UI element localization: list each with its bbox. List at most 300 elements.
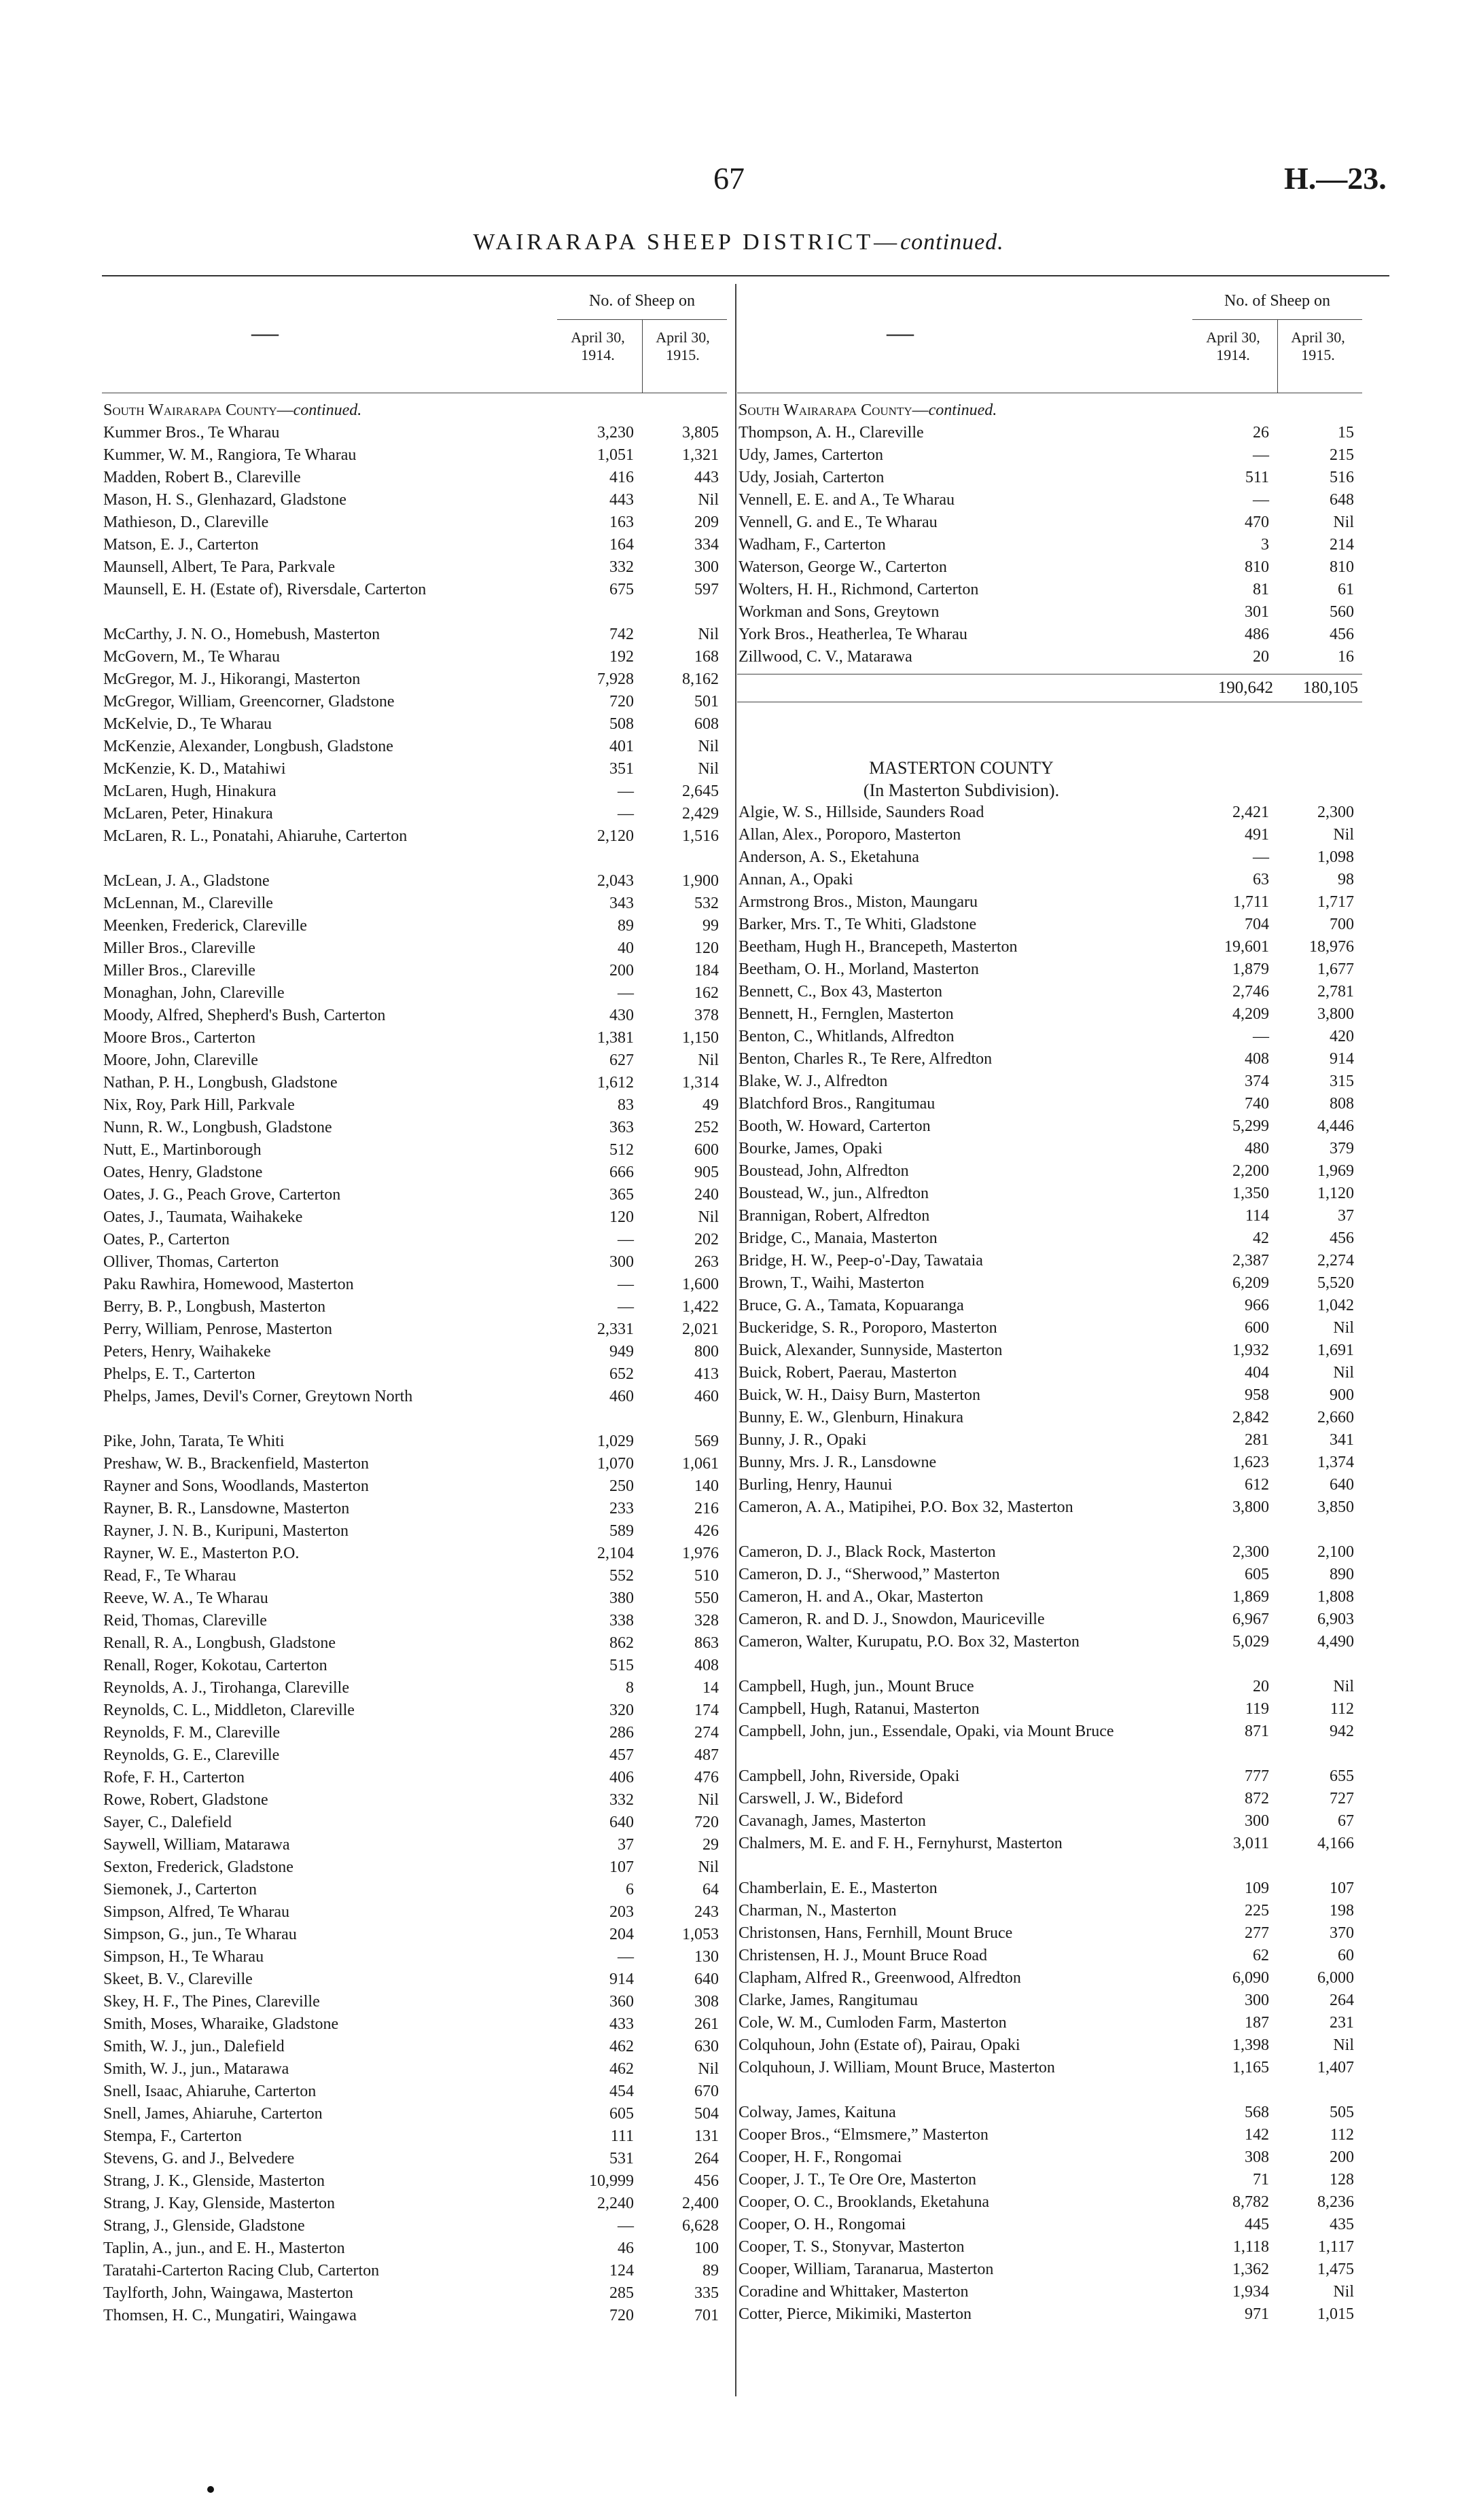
- table-row: [737, 511, 1362, 534]
- sheep-1914: 2,842: [1232, 1409, 1269, 1426]
- table-row: [737, 2102, 1362, 2124]
- table-row: [102, 1005, 727, 1027]
- sheep-1914: 871: [1245, 1723, 1269, 1740]
- sheep-1914: 2,104: [597, 1545, 634, 1562]
- sheep-1914: 872: [1245, 1790, 1269, 1807]
- table-row: [737, 1765, 1362, 1788]
- sheep-1914: 2,421: [1232, 804, 1269, 821]
- sheep-1914: 443: [609, 491, 634, 509]
- sheep-1915: 800: [694, 1343, 719, 1361]
- sheep-1915: 15: [1338, 424, 1354, 442]
- table-row: [102, 1655, 727, 1677]
- owner-name: Sexton, Frederick, Gladstone: [103, 1858, 293, 1876]
- sheep-1914: 971: [1245, 2305, 1269, 2323]
- table-row: [102, 736, 727, 758]
- sheep-1914: 1,051: [597, 446, 634, 464]
- sheep-1914: 142: [1245, 2126, 1269, 2144]
- owner-name: Cameron, R. and D. J., Snowdon, Mauriceville: [738, 1610, 1045, 1628]
- owner-name: Sayer, C., Dalefield: [103, 1814, 232, 1831]
- table-row: [102, 2058, 727, 2081]
- owner-name: Udy, Josiah, Carterton: [738, 469, 885, 486]
- sheep-1915: 112: [1330, 1700, 1354, 1718]
- sheep-1915: 2,021: [682, 1320, 719, 1338]
- table-row: [737, 1900, 1362, 1922]
- sheep-1914: 742: [609, 626, 634, 643]
- owner-name: Cotter, Pierce, Mikimiki, Masterton: [738, 2305, 972, 2323]
- sheep-1914: 1,623: [1232, 1454, 1269, 1471]
- print-dot: [207, 2486, 214, 2493]
- sheep-1914: 380: [609, 1589, 634, 1607]
- sheep-1915: Nil: [1333, 826, 1354, 844]
- owner-name: Reid, Thomas, Clareville: [103, 1612, 267, 1630]
- table-row: [737, 1048, 1362, 1070]
- sheep-1915: 140: [694, 1477, 719, 1495]
- sheep-1914: 120: [609, 1208, 634, 1226]
- owner-name: Campbell, Hugh, Ratanui, Masterton: [738, 1700, 980, 1718]
- sheep-1914: 124: [609, 2262, 634, 2280]
- table-row: [102, 1565, 727, 1587]
- table-row: [737, 1922, 1362, 1945]
- column-divider: [735, 284, 736, 2396]
- owner-name: Smith, W. J., jun., Matarawa: [103, 2060, 289, 2078]
- sheep-1915: 263: [694, 1253, 719, 1271]
- table-row: [102, 624, 727, 646]
- sheep-1914: —: [1253, 848, 1269, 866]
- owner-name: Wolters, H. H., Richmond, Carterton: [738, 581, 979, 598]
- sheep-1914: 777: [1245, 1767, 1269, 1785]
- table-row: [102, 1632, 727, 1655]
- sheep-1915: 49: [702, 1096, 719, 1114]
- table-row: [737, 1676, 1362, 1698]
- owner-name: Pike, John, Tarata, Te Whiti: [103, 1433, 285, 1450]
- sheep-1915: 29: [702, 1836, 719, 1854]
- sheep-1915: Nil: [698, 491, 719, 509]
- table-row: [102, 2170, 727, 2193]
- sheep-1915: 308: [694, 1993, 719, 2011]
- table-row: [102, 1251, 727, 1274]
- table-row: [737, 601, 1362, 624]
- sheep-1914: 363: [609, 1119, 634, 1136]
- sheep-1915: Nil: [1333, 2283, 1354, 2301]
- table-row: [737, 1564, 1362, 1586]
- sheep-1914: 332: [609, 1791, 634, 1809]
- sheep-1914: 404: [1245, 1364, 1269, 1382]
- owner-name: Taylforth, John, Waingawa, Masterton: [103, 2284, 353, 2302]
- section-heading: South Wairarapa County—continued.: [103, 401, 362, 419]
- table-row: [102, 2125, 727, 2148]
- table-row: [737, 1160, 1362, 1183]
- sheep-1914: 300: [609, 1253, 634, 1271]
- owner-name: Simpson, H., Te Wharau: [103, 1948, 264, 1966]
- sheep-1914: 1,934: [1232, 2283, 1269, 2301]
- table-row: [102, 1341, 727, 1363]
- sheep-1914: 71: [1253, 2171, 1269, 2189]
- table-row: [102, 870, 727, 893]
- table-row: [737, 2236, 1362, 2258]
- owner-name: Thomsen, H. C., Mungatiri, Waingawa: [103, 2307, 357, 2324]
- table-row: [737, 1183, 1362, 1205]
- table-row: [102, 1296, 727, 1318]
- sheep-1914: 1,381: [597, 1029, 634, 1047]
- owner-name: Cooper, O. C., Brooklands, Eketahuna: [738, 2193, 989, 2211]
- left-column: [102, 284, 727, 2327]
- table-row: [102, 1520, 727, 1543]
- table-row: [737, 1452, 1362, 1474]
- total-1914: 190,642: [1217, 679, 1273, 697]
- owner-name: Bourke, James, Opaki: [738, 1140, 883, 1157]
- table-row: [102, 511, 727, 534]
- sheep-1914: 6: [626, 1881, 634, 1898]
- sheep-1914: 2,746: [1232, 983, 1269, 1001]
- owner-name: McLaren, Peter, Hinakura: [103, 805, 273, 823]
- table-row: [737, 802, 1362, 824]
- table-row: [102, 668, 727, 691]
- sheep-1914: 666: [609, 1164, 634, 1181]
- sheep-1914: 360: [609, 1993, 634, 2011]
- table-row: [102, 1274, 727, 1296]
- sheep-1915: 379: [1330, 1140, 1354, 1157]
- sheep-1914: —: [618, 984, 634, 1002]
- sheep-1915: 1,475: [1317, 2261, 1354, 2278]
- owner-name: Renall, R. A., Longbush, Gladstone: [103, 1634, 336, 1652]
- table-row: [737, 1026, 1362, 1048]
- table-row: [102, 489, 727, 511]
- county-subheading: (In Masterton Subdivision).: [863, 780, 1060, 800]
- sheep-1914: 914: [609, 1970, 634, 1988]
- owner-name: Vennell, E. E. and A., Te Wharau: [738, 491, 955, 509]
- table-row: [102, 556, 727, 579]
- sheep-1915: 655: [1330, 1767, 1354, 1785]
- owner-name: Reynolds, A. J., Tirohanga, Clareville: [103, 1679, 349, 1697]
- owner-name: Taratahi-Carterton Racing Club, Carterton: [103, 2262, 380, 2280]
- sheep-1914: 19,601: [1224, 938, 1269, 956]
- table-row: [737, 2258, 1362, 2281]
- sheep-1915: 560: [1330, 603, 1354, 621]
- table-row: [102, 2215, 727, 2237]
- owner-name: McLaren, R. L., Ponatahi, Ahiaruhe, Carterton: [103, 827, 408, 845]
- table-row: [102, 1498, 727, 1520]
- sheep-1915: 1,053: [682, 1926, 719, 1943]
- table-row: [737, 2124, 1362, 2146]
- owner-name: Reynolds, G. E., Clareville: [103, 1746, 280, 1764]
- sheep-1915: 162: [694, 984, 719, 1002]
- sheep-1914: 416: [609, 469, 634, 486]
- sheep-1915: 100: [694, 2239, 719, 2257]
- county-heading: MASTERTON COUNTY: [869, 758, 1054, 778]
- owner-name: Annan, A., Opaki: [738, 871, 853, 888]
- sheep-1915: 1,098: [1317, 848, 1354, 866]
- sheep-1915: Nil: [698, 2060, 719, 2078]
- sheep-1914: 277: [1245, 1924, 1269, 1942]
- owner-name: Saywell, William, Matarawa: [103, 1836, 290, 1854]
- sheep-1914: 300: [1245, 1992, 1269, 2009]
- owner-name: Benton, C., Whitlands, Alfredton: [738, 1028, 955, 1045]
- sheep-1914: —: [618, 1948, 634, 1966]
- table-row: [737, 1474, 1362, 1496]
- owner-name: Moody, Alfred, Shepherd's Bush, Carterton: [103, 1007, 386, 1024]
- sheep-1914: 568: [1245, 2104, 1269, 2121]
- col-1915-heading: April 30, 1915.: [1291, 329, 1345, 363]
- owner-name: McCarthy, J. N. O., Homebush, Masterton: [103, 626, 380, 643]
- sheep-1915: 1,407: [1317, 2059, 1354, 2076]
- sheep-1914: 675: [609, 581, 634, 598]
- owner-name: Oates, J., Taumata, Waihakeke: [103, 1208, 303, 1226]
- table-row: [102, 2282, 727, 2305]
- owner-name: Miller Bros., Clareville: [103, 939, 255, 957]
- owner-name: Cooper, O. H., Rongomai: [738, 2216, 906, 2233]
- sheep-1915: 252: [694, 1119, 719, 1136]
- sheep-1915: 640: [1330, 1476, 1354, 1494]
- owner-name: York Bros., Heatherlea, Te Wharau: [738, 626, 967, 643]
- sheep-1914: 1,118: [1232, 2238, 1269, 2256]
- no-of-sheep-heading: No. of Sheep on: [1224, 292, 1330, 310]
- sheep-1914: 3: [1261, 536, 1269, 554]
- owner-name: Bruce, G. A., Tamata, Kopuaranga: [738, 1297, 964, 1314]
- sheep-1914: —: [1253, 1028, 1269, 1045]
- sheep-1914: 462: [609, 2038, 634, 2055]
- table-row: [737, 2146, 1362, 2169]
- sheep-1915: Nil: [698, 1858, 719, 1876]
- table-row: [102, 1968, 727, 1991]
- sheep-1914: 2,240: [597, 2195, 634, 2212]
- owner-name: McLean, J. A., Gladstone: [103, 872, 270, 890]
- sheep-1915: 640: [694, 1970, 719, 1988]
- owner-name: Carswell, J. W., Bideford: [738, 1790, 903, 1807]
- owner-name: Maunsell, E. H. (Estate of), Riversdale, Carterton: [103, 581, 427, 598]
- table-row: [737, 846, 1362, 869]
- table-row: [102, 1386, 727, 1430]
- sheep-1915: 6,628: [682, 2217, 719, 2235]
- sheep-1914: 2,387: [1232, 1252, 1269, 1270]
- owner-name: Boustead, W., jun., Alfredton: [738, 1185, 929, 1202]
- sheep-1914: 200: [609, 962, 634, 979]
- table-row: [737, 1272, 1362, 1295]
- sheep-1915: 501: [694, 693, 719, 710]
- owner-name: Campbell, Hugh, jun., Mount Bruce: [738, 1678, 974, 1695]
- owner-name: Cooper, H. F., Rongomai: [738, 2148, 902, 2166]
- sheep-1915: 1,150: [682, 1029, 719, 1047]
- sheep-1915: 112: [1330, 2126, 1354, 2144]
- sheep-1914: 605: [1245, 1566, 1269, 1583]
- sheep-1915: 727: [1330, 1790, 1354, 1807]
- sheep-1914: 2,043: [597, 872, 634, 890]
- sheep-1915: 1,969: [1317, 1162, 1354, 1180]
- sheep-1914: 8: [626, 1679, 634, 1697]
- owner-name: Algie, W. S., Hillside, Saunders Road: [738, 804, 984, 821]
- table-row: [102, 1184, 727, 1206]
- sheep-1915: 378: [694, 1007, 719, 1024]
- owner-name: Paku Rawhira, Homewood, Masterton: [103, 1276, 354, 1293]
- owner-name: Taplin, A., jun., and E. H., Masterton: [103, 2239, 345, 2257]
- table-row: [102, 780, 727, 803]
- sheep-1914: 3,011: [1232, 1835, 1269, 1852]
- table-row: [737, 2057, 1362, 2102]
- sheep-1914: 20: [1253, 1678, 1269, 1695]
- owner-name: McKelvie, D., Te Wharau: [103, 715, 272, 733]
- sheep-1914: 192: [609, 648, 634, 666]
- sheep-1914: 531: [609, 2150, 634, 2167]
- table-row: [102, 1139, 727, 1162]
- sheep-1915: 37: [1338, 1207, 1354, 1225]
- col-1914-heading: April 30, 1914.: [571, 329, 625, 363]
- owner-name: Cameron, H. and A., Okar, Masterton: [738, 1588, 984, 1606]
- owner-name: Cameron, Walter, Kurupatu, P.O. Box 32, Masterton: [738, 1633, 1080, 1651]
- table-row: [737, 1362, 1362, 1384]
- owner-name: Nathan, P. H., Longbush, Gladstone: [103, 1074, 338, 1092]
- owner-name: Bridge, C., Manaia, Masterton: [738, 1229, 938, 1247]
- owner-name: McLaren, Hugh, Hinakura: [103, 782, 277, 800]
- owner-name: Workman and Sons, Greytown: [738, 603, 940, 621]
- right-table-header: [737, 284, 1362, 399]
- owner-name: Simpson, Alfred, Te Wharau: [103, 1903, 290, 1921]
- sheep-1915: 120: [694, 939, 719, 957]
- total-1915: 180,105: [1302, 679, 1358, 697]
- table-row: [102, 534, 727, 556]
- table-row: [102, 1162, 727, 1184]
- owner-name: Wadham, F., Carterton: [738, 536, 886, 554]
- sheep-1915: 504: [694, 2105, 719, 2123]
- owner-name: Coradine and Whittaker, Masterton: [738, 2283, 969, 2301]
- table-row: [737, 1833, 1362, 1877]
- sheep-1915: 1,120: [1317, 1185, 1354, 1202]
- owner-name: Phelps, James, Devil's Corner, Greytown North: [103, 1388, 413, 1405]
- sheep-1915: 315: [1330, 1073, 1354, 1090]
- sheep-1915: 261: [694, 2015, 719, 2033]
- header-dash: —: [251, 317, 279, 348]
- owner-name: Rayner, B. R., Lansdowne, Masterton: [103, 1500, 350, 1517]
- sheep-1915: 608: [694, 715, 719, 733]
- sheep-1915: 6,903: [1317, 1610, 1354, 1628]
- sheep-1915: 2,429: [682, 805, 719, 823]
- owner-name: Reeve, W. A., Te Wharau: [103, 1589, 268, 1607]
- sheep-1914: 89: [618, 917, 634, 935]
- table-row: [102, 915, 727, 937]
- owner-name: Miller Bros., Clareville: [103, 962, 255, 979]
- table-row: [102, 2013, 727, 2036]
- sheep-1915: 334: [694, 536, 719, 554]
- sheep-1914: 720: [609, 693, 634, 710]
- table-row: [102, 1072, 727, 1094]
- sheep-1915: 456: [1330, 626, 1354, 643]
- sheep-1915: 18,976: [1309, 938, 1354, 956]
- owner-name: Charman, N., Masterton: [738, 1902, 897, 1920]
- table-row: [102, 825, 727, 870]
- sheep-1915: Nil: [698, 738, 719, 755]
- sheep-1915: 202: [694, 1231, 719, 1248]
- table-row: [737, 1496, 1362, 1541]
- sheep-1914: 4,209: [1232, 1005, 1269, 1023]
- sheep-1915: Nil: [1333, 514, 1354, 531]
- owner-name: Blatchford Bros., Rangitumau: [738, 1095, 936, 1113]
- sheep-1914: 512: [609, 1141, 634, 1159]
- section-spacer: [737, 702, 1362, 757]
- sheep-1915: 890: [1330, 1566, 1354, 1583]
- sheep-1914: 652: [609, 1365, 634, 1383]
- table-row: [737, 1788, 1362, 1810]
- sheep-1914: 457: [609, 1746, 634, 1764]
- owner-name: Cooper, J. T., Te Ore Ore, Masterton: [738, 2171, 976, 2189]
- right-table-body: [737, 399, 1362, 2326]
- table-row: [737, 936, 1362, 958]
- sheep-1915: Nil: [698, 760, 719, 778]
- table-row: [102, 803, 727, 825]
- sheep-1915: 370: [1330, 1924, 1354, 1942]
- sheep-1915: Nil: [1333, 2036, 1354, 2054]
- owner-name: Mason, H. S., Glenhazard, Gladstone: [103, 491, 346, 509]
- sheep-1915: Nil: [698, 626, 719, 643]
- sheep-1915: 8,236: [1317, 2193, 1354, 2211]
- sheep-1915: 720: [694, 1814, 719, 1831]
- sheep-1914: 233: [609, 1500, 634, 1517]
- sheep-1914: 286: [609, 1724, 634, 1742]
- table-row: [737, 1698, 1362, 1721]
- sheep-1915: 516: [1330, 469, 1354, 486]
- table-row: [737, 1317, 1362, 1339]
- sheep-1915: 231: [1330, 2014, 1354, 2032]
- table-row: [737, 624, 1362, 646]
- owner-name: Beetham, O. H., Morland, Masterton: [738, 960, 979, 978]
- table-row: [102, 579, 727, 624]
- sheep-1914: —: [618, 2217, 634, 2235]
- owner-name: Smith, W. J., jun., Dalefield: [103, 2038, 285, 2055]
- owner-name: Blake, W. J., Alfredton: [738, 1073, 888, 1090]
- owner-name: Allan, Alex., Poroporo, Masterton: [738, 826, 961, 844]
- sheep-1915: 810: [1330, 558, 1354, 576]
- sheep-1914: —: [1253, 446, 1269, 464]
- page-title: WAIRARAPA SHEEP DISTRICT—continued.: [473, 230, 1004, 255]
- owner-name: Vennell, G. and E., Te Wharau: [738, 514, 938, 531]
- table-row: [102, 1901, 727, 1924]
- sheep-1914: 351: [609, 760, 634, 778]
- owner-name: McLennan, M., Clareville: [103, 895, 273, 912]
- sheep-1914: 8,782: [1232, 2193, 1269, 2211]
- owner-name: Kummer, W. M., Rangiora, Te Wharau: [103, 446, 357, 464]
- sheep-1914: 462: [609, 2060, 634, 2078]
- owner-name: Cooper, William, Taranarua, Masterton: [738, 2261, 994, 2278]
- sheep-1914: 1,711: [1232, 893, 1269, 911]
- table-row: [737, 1945, 1362, 1967]
- sheep-1914: 949: [609, 1343, 634, 1361]
- sheep-1914: 2,300: [1232, 1543, 1269, 1561]
- table-row: [102, 1027, 727, 1049]
- table-row: [737, 1250, 1362, 1272]
- owner-name: Christensen, H. J., Mount Bruce Road: [738, 1947, 987, 1964]
- table-row: [737, 1384, 1362, 1407]
- owner-name: Rowe, Robert, Gladstone: [103, 1791, 268, 1809]
- owner-name: Moore, John, Clareville: [103, 1051, 258, 1069]
- owner-name: Simpson, G., jun., Te Wharau: [103, 1926, 297, 1943]
- table-row: [737, 1721, 1362, 1765]
- col-1914-heading: April 30, 1914.: [1206, 329, 1260, 363]
- sheep-1915: 1,321: [682, 446, 719, 464]
- sheep-1915: 863: [694, 1634, 719, 1652]
- sheep-1914: 332: [609, 558, 634, 576]
- owner-name: Thompson, A. H., Clareville: [738, 424, 924, 442]
- table-row: [737, 914, 1362, 936]
- table-row: [102, 1587, 727, 1610]
- no-of-sheep-heading: No. of Sheep on: [589, 292, 695, 310]
- sheep-1914: 109: [1245, 1879, 1269, 1897]
- table-row: [102, 467, 727, 489]
- owner-name: Rofe, F. H., Carterton: [103, 1769, 245, 1786]
- table-row: [737, 1810, 1362, 1833]
- table-row: [737, 2169, 1362, 2191]
- sheep-1915: Nil: [1333, 1319, 1354, 1337]
- sheep-1914: 3,230: [597, 424, 634, 442]
- owner-name: Cooper, T. S., Stonyvar, Masterton: [738, 2238, 965, 2256]
- table-row: [737, 1429, 1362, 1452]
- table-row: [102, 1699, 727, 1722]
